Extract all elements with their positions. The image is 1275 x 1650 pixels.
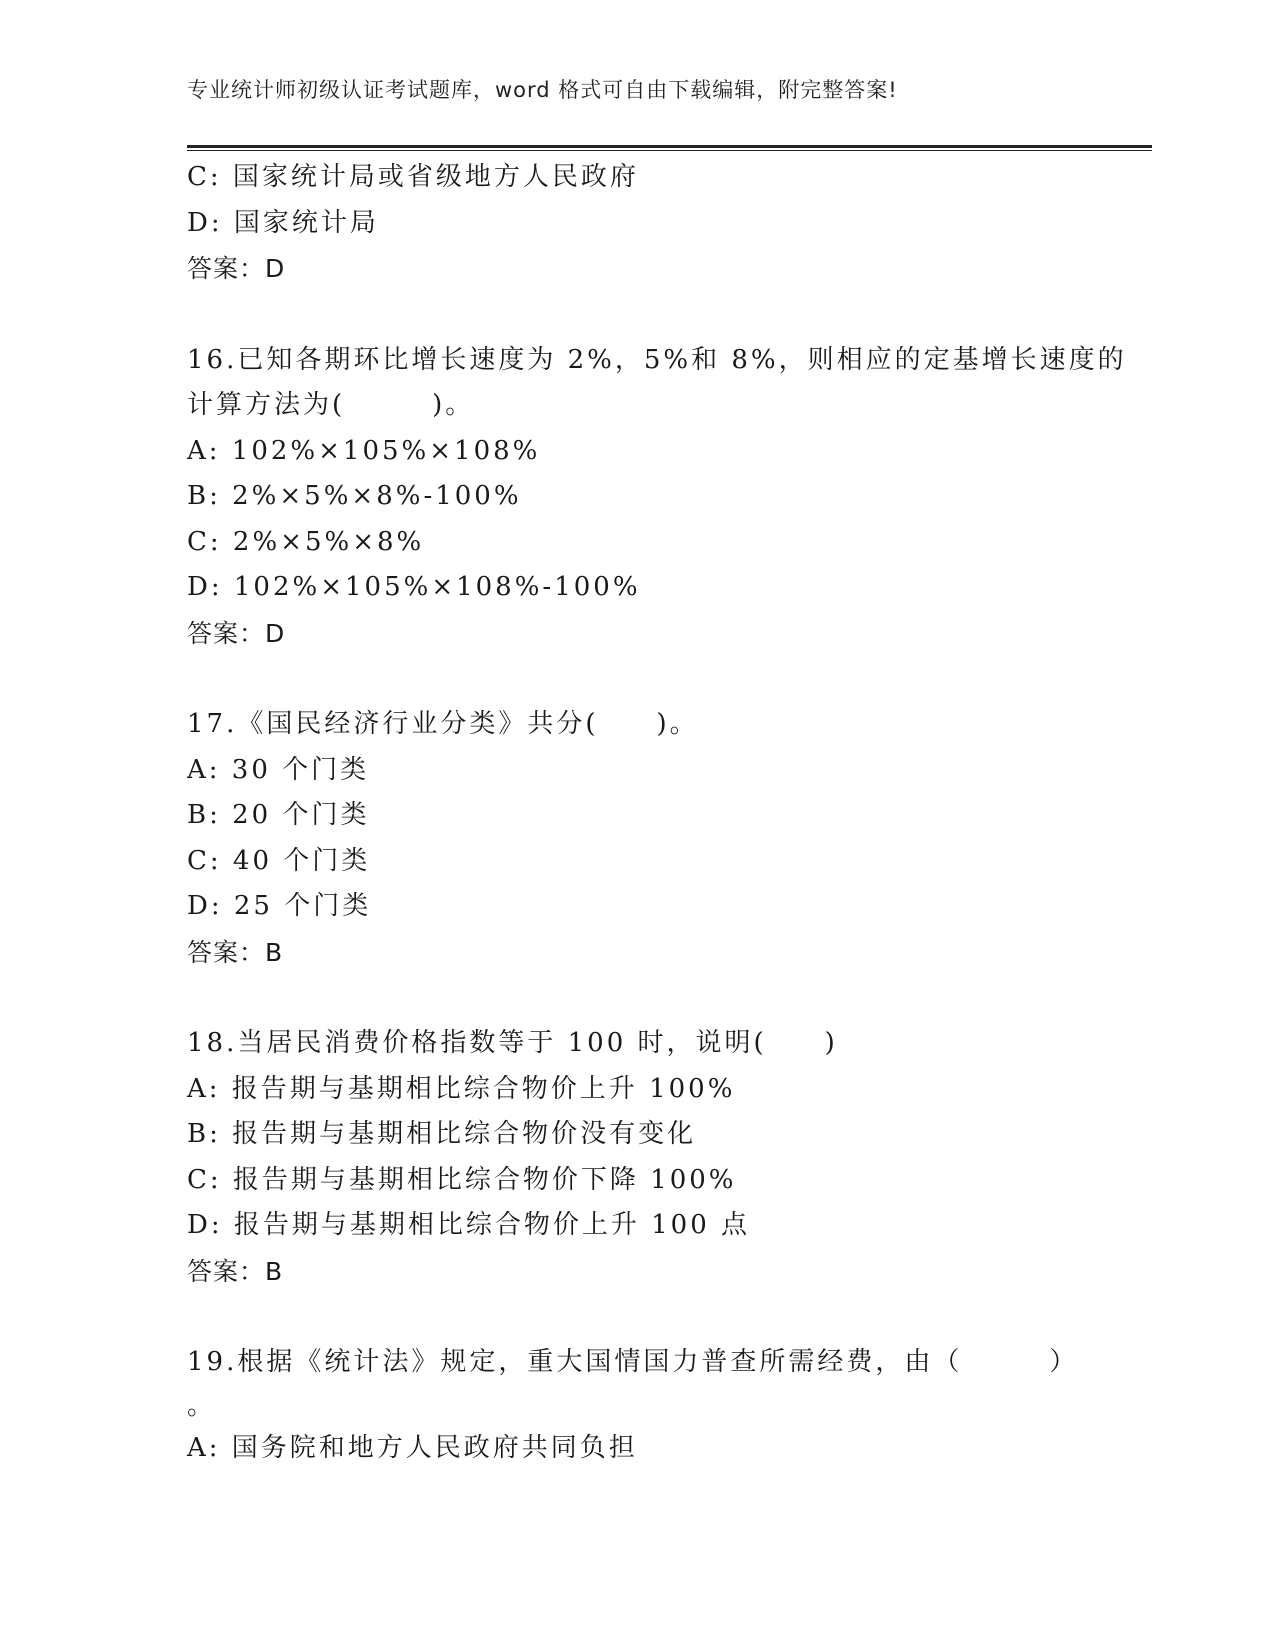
answer-line: 答案：D [187, 254, 286, 283]
page-header: 专业统计师初级认证考试题库，word 格式可自由下载编辑，附完整答案! [187, 78, 898, 102]
question-stem: 16.已知各期环比增长速度为 2%，5%和 8%，则相应的定基增长速度的 [187, 344, 1127, 375]
option-d: D: 102%×105%×108%-100% [187, 572, 641, 602]
header-rule-thin [187, 150, 1152, 151]
spacer [187, 292, 1087, 338]
header-rule-thick [187, 145, 1152, 148]
option-a: A: 国务院和地方人民政府共同负担 [187, 1432, 638, 1463]
question-stem: 19.根据《统计法》规定，重大国情国力普查所需经费，由（ ） [187, 1347, 1079, 1377]
option-b: B: 2%×5%×8%-100% [187, 481, 522, 511]
option-a: A: 30 个门类 [187, 754, 370, 785]
question-stem-continued: 。 [187, 1390, 217, 1421]
question-18 [187, 1021, 1087, 1294]
option-d: D: 报告期与基期相比综合物价上升 100 点 [187, 1210, 751, 1240]
question-16 [187, 338, 1127, 657]
option-c: C: 40 个门类 [187, 845, 371, 876]
answer-line: 答案：D [187, 618, 286, 648]
question-stem: 17.《国民经济行业分类》共分( )。 [187, 709, 699, 739]
question-17 [187, 702, 1087, 975]
option-b: B: 报告期与基期相比综合物价没有变化 [187, 1119, 697, 1149]
option-d: D: 国家统计局 [187, 207, 379, 238]
option-a: A: 102%×105%×108% [187, 435, 541, 466]
question-list [187, 155, 1127, 1471]
answer-line: 答案：B [187, 1256, 284, 1286]
option-c: C: 2%×5%×8% [187, 526, 425, 557]
spacer [187, 656, 1087, 702]
question-19 [187, 1340, 1087, 1471]
question-stem: 18.当居民消费价格指数等于 100 时，说明( ) [187, 1028, 838, 1058]
option-a: A: 报告期与基期相比综合物价上升 100% [187, 1073, 736, 1104]
question-15-tail [187, 155, 1087, 292]
option-d: D: 25 个门类 [187, 891, 372, 921]
option-c: C: 报告期与基期相比综合物价下降 100% [187, 1164, 737, 1195]
answer-line: 答案：B [187, 937, 284, 967]
option-c: C: 国家统计局或省级地方人民政府 [187, 162, 639, 192]
spacer [187, 1294, 1087, 1340]
option-b: B: 20 个门类 [187, 800, 370, 830]
question-stem-continued: 计算方法为( )。 [187, 390, 475, 420]
spacer [187, 975, 1087, 1021]
